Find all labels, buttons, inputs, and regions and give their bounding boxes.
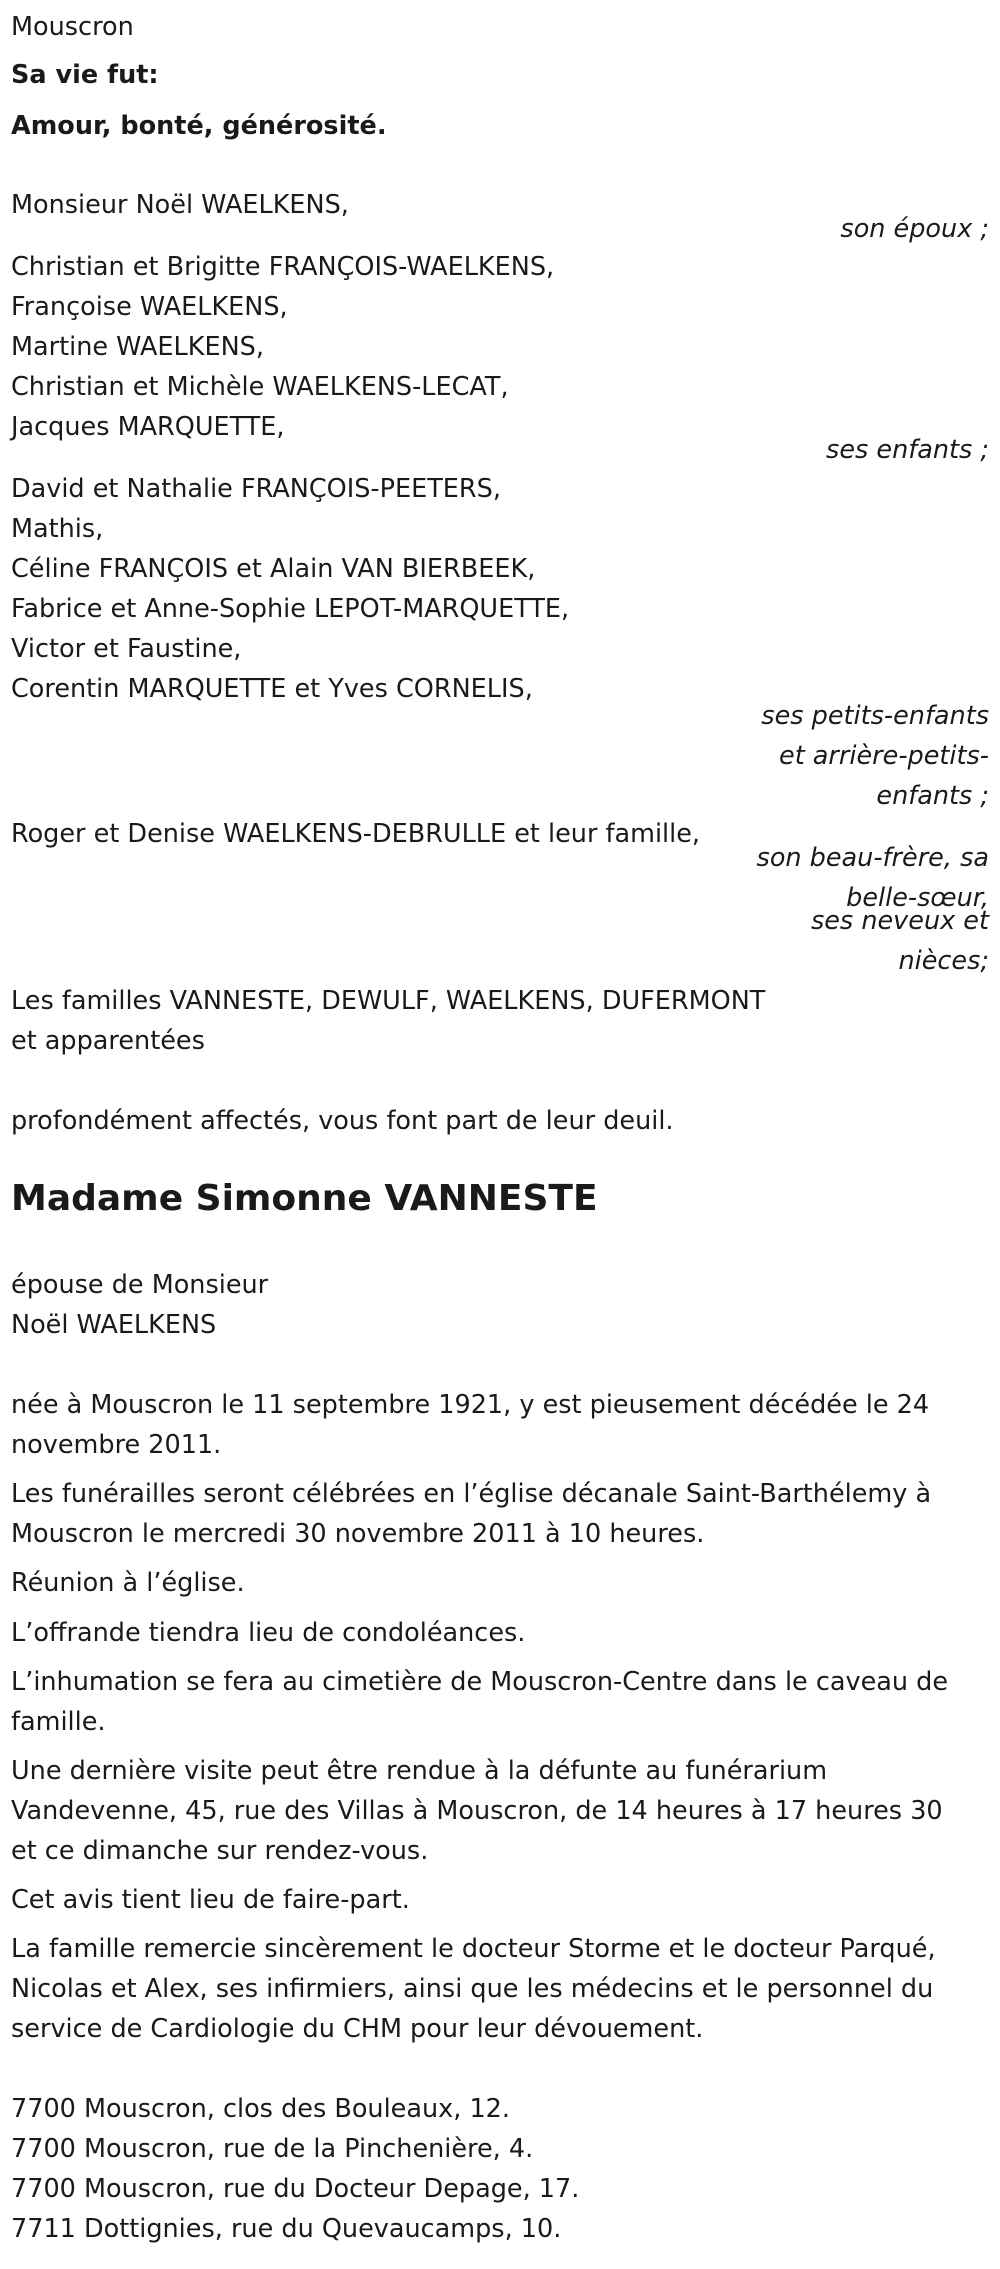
related-families: et apparentées	[11, 1026, 205, 1056]
grandchild-name: Fabrice et Anne-Sophie LEPOT-MARQUETTE,	[11, 594, 570, 624]
spouse-name: Monsieur Noël WAELKENS,	[11, 190, 349, 220]
birth-death-info: née à Mouscron le 11 septembre 1921, y est pieusement décédée le 24	[11, 1390, 930, 1420]
in-laws-role: belle-sœur,	[846, 883, 989, 913]
grandchildren-role: et arrière-petits-	[779, 741, 989, 771]
child-name: Christian et Michèle WAELKENS-LECAT,	[11, 372, 509, 402]
burial-info: famille.	[11, 1707, 106, 1737]
visit-info: et ce dimanche sur rendez-vous.	[11, 1836, 429, 1866]
visit-info: Vandevenne, 45, rue des Villas à Mouscron, de 14 heures à 17 heures 30	[11, 1796, 943, 1826]
child-name: Françoise WAELKENS,	[11, 292, 288, 322]
in-laws-role: son beau-frère, sa	[756, 843, 989, 873]
deceased-spouse-line: épouse de Monsieur	[11, 1270, 269, 1300]
burial-info: L’inhumation se fera au cimetière de Mouscron-Centre dans le caveau de	[11, 1667, 949, 1697]
address: 7711 Dottignies, rue du Quevaucamps, 10.	[11, 2214, 562, 2244]
address: 7700 Mouscron, rue du Docteur Depage, 17.	[11, 2174, 580, 2204]
child-name: Jacques MARQUETTE,	[11, 412, 285, 442]
spouse-role: son époux ;	[840, 214, 989, 244]
grandchild-name: Victor et Faustine,	[11, 634, 242, 664]
in-laws-name: Roger et Denise WAELKENS-DEBRULLE et leur famille,	[11, 819, 701, 849]
grandchild-name: Céline FRANÇOIS et Alain VAN BIERBEEK,	[11, 554, 536, 584]
motto-intro: Sa vie fut:	[11, 60, 159, 90]
grandchild-name: Mathis,	[11, 514, 104, 544]
thanks-info: service de Cardiologie du CHM pour leur dévouement.	[11, 2014, 704, 2044]
in-laws-role: nièces;	[898, 946, 989, 976]
funeral-info: Les funérailles seront célébrées en l’église décanale Saint-Barthélemy à	[11, 1479, 932, 1509]
announcement: profondément affectés, vous font part de leur deuil.	[11, 1106, 674, 1136]
motto: Amour, bonté, générosité.	[11, 111, 387, 141]
visit-info: Une dernière visite peut être rendue à la défunte au funérarium	[11, 1756, 828, 1786]
offering-info: L’offrande tiendra lieu de condoléances.	[11, 1618, 526, 1648]
grandchild-name: David et Nathalie FRANÇOIS-PEETERS,	[11, 474, 501, 504]
children-role: ses enfants ;	[826, 435, 989, 465]
city-heading: Mouscron	[11, 12, 134, 42]
child-name: Christian et Brigitte FRANÇOIS-WAELKENS,	[11, 252, 555, 282]
child-name: Martine WAELKENS,	[11, 332, 264, 362]
thanks-info: La famille remercie sincèrement le docteur Storme et le docteur Parqué,	[11, 1934, 936, 1964]
grandchildren-role: enfants ;	[876, 781, 989, 811]
notice-info: Cet avis tient lieu de faire-part.	[11, 1885, 410, 1915]
related-families: Les familles VANNESTE, DEWULF, WAELKENS, DUFERMONT	[11, 986, 766, 1016]
in-laws-role: ses neveux et	[810, 906, 989, 936]
deceased-name: Madame Simonne VANNESTE	[11, 1178, 598, 1219]
grandchildren-role: ses petits-enfants	[761, 701, 989, 731]
deceased-spouse-line: Noël WAELKENS	[11, 1310, 217, 1340]
grandchild-name: Corentin MARQUETTE et Yves CORNELIS,	[11, 674, 533, 704]
address: 7700 Mouscron, clos des Bouleaux, 12.	[11, 2094, 511, 2124]
funeral-info: Mouscron le mercredi 30 novembre 2011 à 10 heures.	[11, 1519, 705, 1549]
thanks-info: Nicolas et Alex, ses infirmiers, ainsi que les médecins et le personnel du	[11, 1974, 934, 2004]
meeting-info: Réunion à l’église.	[11, 1568, 245, 1598]
address: 7700 Mouscron, rue de la Pinchenière, 4.	[11, 2134, 534, 2164]
birth-death-info: novembre 2011.	[11, 1430, 222, 1460]
